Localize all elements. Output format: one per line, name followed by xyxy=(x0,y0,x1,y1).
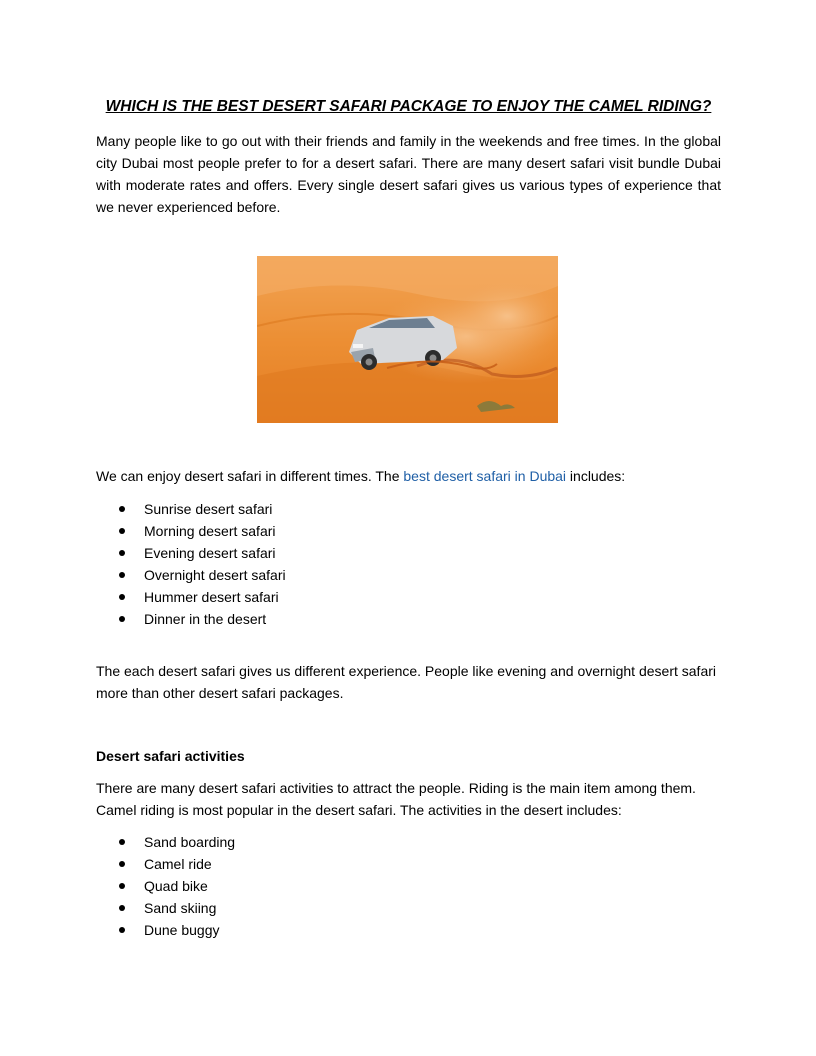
bullet-icon xyxy=(119,927,125,933)
times-paragraph xyxy=(96,465,721,487)
list-item-label: Dune buggy xyxy=(144,922,220,938)
intro-paragraph: Many people like to go out with their friends and family in the weekends and free times. In the global city Dubai most people prefer to for a desert safari. There are many desert safari visit bundle Dubai with moderate rates and offers. Every single desert safari gives us various types of experience that we never experienced before. xyxy=(96,133,721,215)
list-item xyxy=(96,608,721,630)
activities-heading: Desert safari activities xyxy=(96,748,245,764)
activities-list xyxy=(96,831,721,941)
list-item-label: Overnight desert safari xyxy=(144,567,286,583)
bullet-icon xyxy=(119,506,125,512)
list-item xyxy=(96,853,721,875)
bullet-icon xyxy=(119,550,125,556)
desert-safari-image xyxy=(257,256,558,423)
desert-4x4-photo-icon xyxy=(257,256,558,423)
bullet-icon xyxy=(119,861,125,867)
list-item-label: Sunrise desert safari xyxy=(144,501,273,517)
document-page xyxy=(96,0,721,1056)
list-item-label: Hummer desert safari xyxy=(144,589,279,605)
safari-times-list xyxy=(96,498,721,630)
times-paragraph-before: We can enjoy desert safari in different times. The xyxy=(96,468,404,484)
list-item xyxy=(96,586,721,608)
activities-paragraph: There are many desert safari activities to attract the people. Riding is the main item among them. Camel riding is most popular in the desert safari. The activities in the desert includes: xyxy=(96,780,696,818)
list-item xyxy=(96,831,721,853)
list-item-label: Morning desert safari xyxy=(144,523,276,539)
list-item-label: Sand skiing xyxy=(144,900,217,916)
bullet-icon xyxy=(119,883,125,889)
list-item-label: Dinner in the desert xyxy=(144,611,267,627)
bullet-icon xyxy=(119,572,125,578)
list-item-label: Quad bike xyxy=(144,878,208,894)
list-item xyxy=(96,564,721,586)
list-item xyxy=(96,542,721,564)
page-title: WHICH IS THE BEST DESERT SAFARI PACKAGE TO ENJOY THE CAMEL RIDING? xyxy=(105,98,712,115)
times-paragraph-after: includes: xyxy=(566,468,626,484)
bullet-icon xyxy=(119,616,125,622)
bullet-icon xyxy=(119,594,125,600)
list-item xyxy=(96,498,721,520)
bullet-icon xyxy=(119,528,125,534)
list-item xyxy=(96,520,721,542)
experience-paragraph: The each desert safari gives us different experience. People like evening and overnight desert safari more than other desert safari packages. xyxy=(96,663,716,701)
bullet-icon xyxy=(119,905,125,911)
list-item-label: Sand boarding xyxy=(144,834,236,850)
list-item xyxy=(96,897,721,919)
list-item-label: Evening desert safari xyxy=(144,545,276,561)
list-item xyxy=(96,875,721,897)
list-item-label: Camel ride xyxy=(144,856,212,872)
bullet-icon xyxy=(119,839,125,845)
best-desert-safari-link[interactable]: best desert safari in Dubai xyxy=(403,468,567,484)
list-item xyxy=(96,919,721,941)
